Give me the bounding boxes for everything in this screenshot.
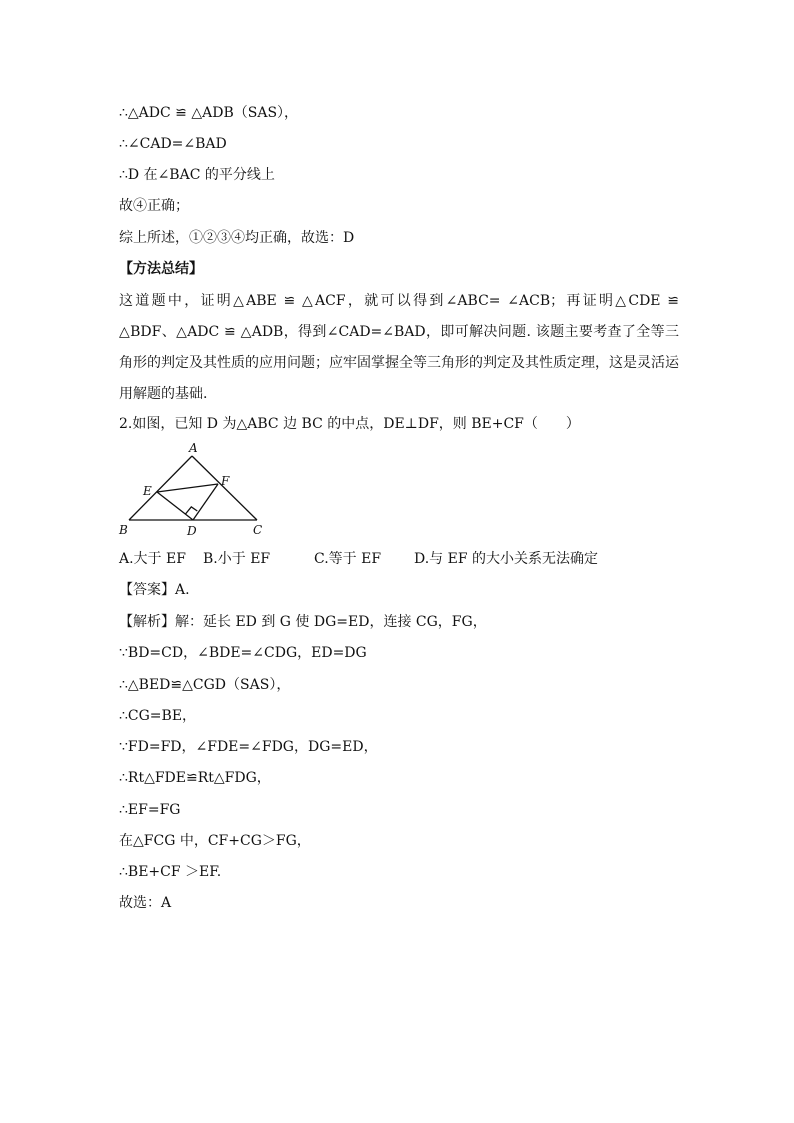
analysis-line: 在△FCG 中，CF+CG＞FG， — [119, 833, 311, 849]
option-b: B.小于 EF — [203, 551, 271, 567]
option-d: D.与 EF 的大小关系无法确定 — [414, 551, 599, 567]
method-text: 这道题中，证明△ABE ≌ △ACF，就可以得到∠ABC= ∠ACB；再证明△CDE ≌ △BDF、△ADC ≌ △ADB，得到∠CAD=∠BAD，即可解决问题. 该题主要考查了全等三角形的判定及其性质的应用问题；应牢固掌握全等三角形的判定及其性质定理，这是灵活运用解题的基础. — [119, 293, 679, 402]
segment-df — [193, 484, 218, 520]
analysis-line: ∴EF=FG — [119, 802, 181, 818]
label-f: F — [221, 474, 230, 488]
label-c: C — [253, 523, 263, 537]
label-b: B — [119, 523, 128, 537]
segment-ef — [157, 484, 218, 492]
analysis-line: 【解析】解：延长 ED 到 G 使 DG=ED，连接 CG，FG， — [119, 614, 487, 630]
analysis-line: ∴△BED≌△CGD（SAS）， — [119, 677, 291, 693]
options-row — [119, 549, 598, 569]
question-text: 2.如图，已知 D 为△ABC 边 BC 的中点，DE⊥DF，则 BE+CF（ ） — [119, 416, 580, 432]
label-e: E — [143, 484, 152, 498]
answer-line: 【答案】A. — [119, 582, 190, 598]
label-d: D — [187, 524, 197, 538]
text-line: 综上所述，①②③④均正确，故选：D — [119, 230, 355, 246]
text-line: ∴∠CAD=∠BAD — [119, 136, 227, 152]
side-ac — [192, 456, 257, 520]
segment-de — [157, 492, 193, 520]
analysis-line: ∵FD=FD，∠FDE=∠FDG，DG=ED， — [119, 739, 378, 755]
triangle-figure — [115, 440, 265, 540]
option-a: A.大于 EF — [119, 551, 186, 567]
analysis-line: ∴Rt△FDE≌Rt△FDG， — [119, 770, 271, 786]
option-c: C.等于 EF — [314, 551, 382, 567]
analysis-line: ∵BD=CD，∠BDE=∠CDG，ED=DG — [119, 645, 367, 661]
method-heading: 【方法总结】 — [119, 261, 203, 277]
right-angle-mark — [186, 507, 198, 514]
text-line: 故④正确； — [119, 198, 189, 214]
text-line: ∴D 在∠BAC 的平分线上 — [119, 167, 275, 183]
analysis-line: ∴CG=BE， — [119, 708, 197, 724]
text-line: ∴△ADC ≌ △ADB（SAS）， — [119, 105, 299, 121]
label-a: A — [189, 441, 198, 455]
analysis-line: 故选：A — [119, 895, 172, 911]
analysis-line: ∴BE+CF ＞EF. — [119, 864, 222, 880]
